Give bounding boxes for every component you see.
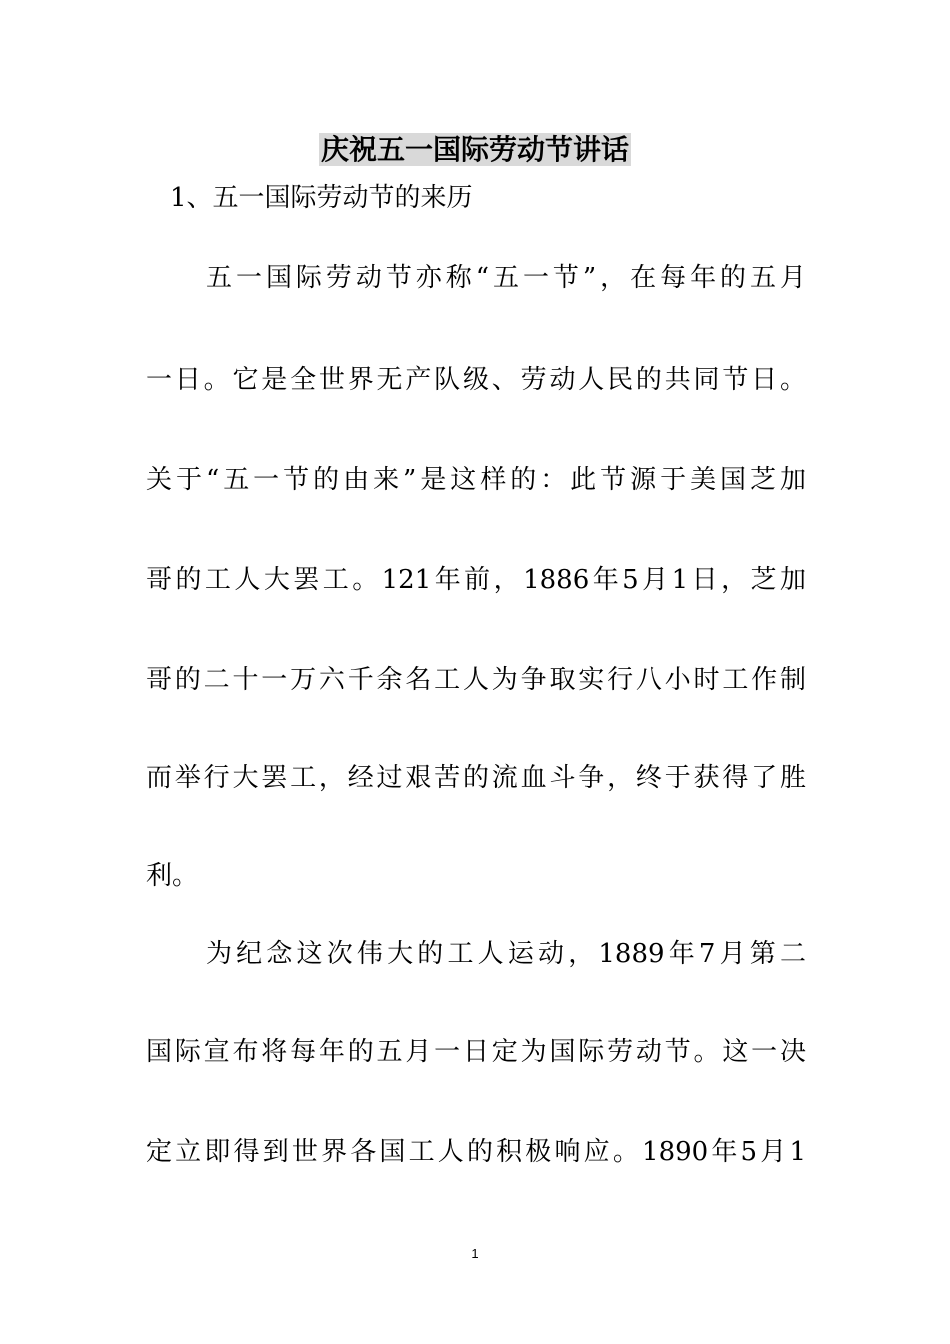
document-title-text: 庆祝五一国际劳动节讲话 (320, 133, 629, 166)
paragraph-line: 为纪念这次伟大的工人运动，1889年7月第二 (206, 939, 806, 969)
paragraph-line: 而举行大罢工，经过艰苦的流血斗争，终于获得了胜 (146, 763, 806, 793)
paragraph-line: 国际宣布将每年的五月一日定为国际劳动节。这一决 (146, 1037, 806, 1067)
paragraph-line: 利。 (146, 861, 199, 891)
paragraph-line: 关于“五一节的由来”是这样的：此节源于美国芝加 (146, 465, 806, 495)
paragraph-line: 一日。它是全世界无产队级、劳动人民的共同节日。 (146, 365, 806, 395)
section-heading: 1、五一国际劳动节的来历 (170, 183, 473, 213)
paragraph-line: 定立即得到世界各国工人的积极响应。1890年5月1 (146, 1137, 806, 1167)
paragraph-line: 哥的工人大罢工。121年前，1886年5月1日，芝加 (146, 565, 806, 595)
paragraph-line: 五一国际劳动节亦称“五一节”，在每年的五月 (206, 263, 806, 293)
paragraph-line: 哥的二十一万六千余名工人为争取实行八小时工作制 (146, 665, 806, 695)
page-number: 1 (471, 1246, 479, 1261)
document-title (0, 132, 950, 168)
